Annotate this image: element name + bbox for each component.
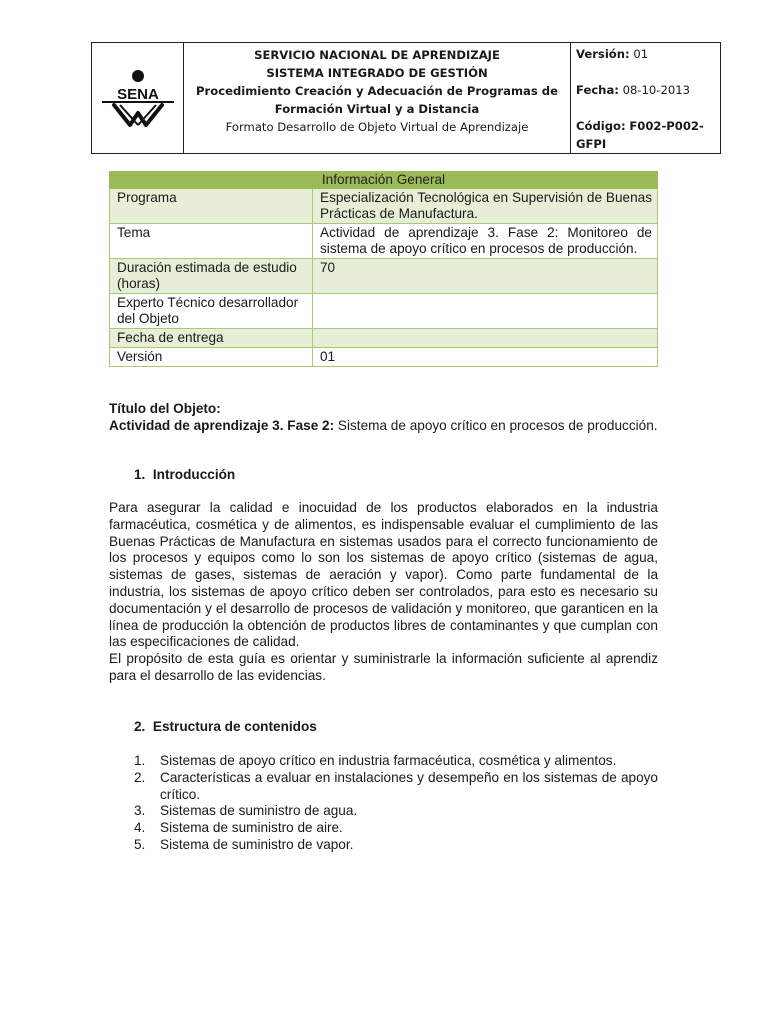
sena-logo — [92, 43, 184, 153]
table-row — [110, 259, 658, 294]
codigo-value: F002-P002- — [629, 119, 704, 133]
header-meta — [571, 43, 720, 153]
list-item-text: Sistema de suministro de vapor. — [160, 836, 354, 852]
intro-paragraph-2: El propósito de esta guía es orientar y suministrarle la información suficiente al aprendiz para el desarrollo de las evidencias. — [109, 651, 658, 683]
logo-text: SENA — [116, 86, 159, 103]
intro-heading-text: Introducción — [152, 467, 236, 482]
list-item-num: 3. — [134, 803, 146, 819]
list-item — [134, 837, 658, 854]
intro-heading-num: 1. — [134, 467, 146, 482]
row-key: Tema — [110, 224, 313, 259]
intro-paragraph-1: Para asegurar la calidad e inocuidad de los productos elaborados en la industria farmacéutica, cosmética y de alimentos, es indispensable evaluar el cumplimiento de las Buenas Prácticas de Manufactura en sistemas usados para el correcto funcionamiento de los procesos y equipos como lo son los sistemas de apoyo crítico (sistemas de agua, sistemas de gases, sistemas de aeración y vapor). Como parte fundamental de la industria, los sistemas de apoyo crítico deben ser controlados, para esto es necesario su documentación y el desarrollo de procesos de validación y monitoreo, que garanticen en la línea de producción la obtención de productos libres de contaminantes y que cumplan con las especificaciones de calidad. — [109, 500, 658, 650]
document-header — [91, 42, 721, 154]
list-item-text: Sistema de suministro de aire. — [160, 820, 343, 836]
list-item-text: Sistemas de suministro de agua. — [160, 803, 358, 819]
header-org-line2: SISTEMA INTEGRADO DE GESTIÓN — [266, 66, 488, 80]
header-format-line: Formato Desarrollo de Objeto Virtual de Aprendizaje — [225, 120, 529, 134]
objeto-bold: Actividad de aprendizaje 3. Fase 2: — [109, 417, 335, 433]
list-item — [134, 753, 658, 770]
sena-logo-icon — [100, 69, 176, 127]
fecha-value: 08-10-2013 — [622, 83, 690, 97]
row-key: Duración estimada de estudio (horas) — [110, 259, 313, 294]
codigo-key: Código: — [576, 119, 626, 133]
version-key: Versión: — [576, 47, 630, 61]
objeto-block — [109, 401, 658, 435]
row-key: Versión — [110, 348, 313, 367]
fecha-key: Fecha: — [576, 83, 619, 97]
row-value: Especialización Tecnológica en Supervisión de Buenas Prácticas de Manufactura. — [313, 189, 658, 224]
header-org-line1: SERVICIO NACIONAL DE APRENDIZAJE — [254, 48, 500, 62]
version-value: 01 — [633, 47, 649, 61]
row-key: Programa — [110, 189, 313, 224]
info-table — [109, 171, 658, 367]
list-item — [134, 770, 658, 804]
list-item-num: 5. — [134, 836, 146, 852]
list-item — [134, 820, 658, 837]
row-value: Actividad de aprendizaje 3. Fase 2: Monitoreo de sistema de apoyo crítico en procesos de producción. — [313, 224, 658, 259]
row-value — [313, 294, 658, 329]
header-title-block — [184, 43, 571, 153]
list-item-num: 2. — [134, 769, 146, 785]
estructura-heading-num: 2. — [134, 719, 146, 734]
objeto-rest: Sistema de apoyo crítico en procesos de producción. — [334, 417, 658, 433]
row-key: Fecha de entrega — [110, 329, 313, 348]
list-item-num: 1. — [134, 753, 146, 768]
table-row — [110, 189, 658, 224]
header-proc-line1: Procedimiento Creación y Adecuación de Programas de — [196, 84, 558, 98]
list-item — [134, 803, 658, 820]
estructura-heading — [134, 719, 317, 734]
contents-list — [134, 753, 658, 854]
intro-body — [109, 500, 658, 685]
list-item-text: Sistemas de apoyo crítico en industria farmacéutica, cosmética y alimentos. — [160, 753, 617, 768]
list-item-num: 4. — [134, 820, 146, 836]
intro-heading — [134, 467, 235, 482]
codigo-value-2: GFPI — [576, 137, 607, 151]
table-row — [110, 294, 658, 329]
header-proc-line2: Formación Virtual y a Distancia — [274, 102, 480, 116]
info-table-title: Información General — [110, 172, 658, 189]
row-key: Experto Técnico desarrollador del Objeto — [110, 294, 313, 329]
table-row — [110, 329, 658, 348]
row-value — [313, 329, 658, 348]
objeto-label: Título del Objeto: — [109, 401, 221, 416]
estructura-heading-text: Estructura de contenidos — [152, 719, 317, 734]
table-row — [110, 348, 658, 367]
table-row — [110, 224, 658, 259]
list-item-text: Características a evaluar en instalaciones y desempeño en los sistemas de apoyo crítico. — [160, 769, 658, 802]
row-value: 70 — [313, 259, 658, 294]
row-value: 01 — [313, 348, 658, 367]
